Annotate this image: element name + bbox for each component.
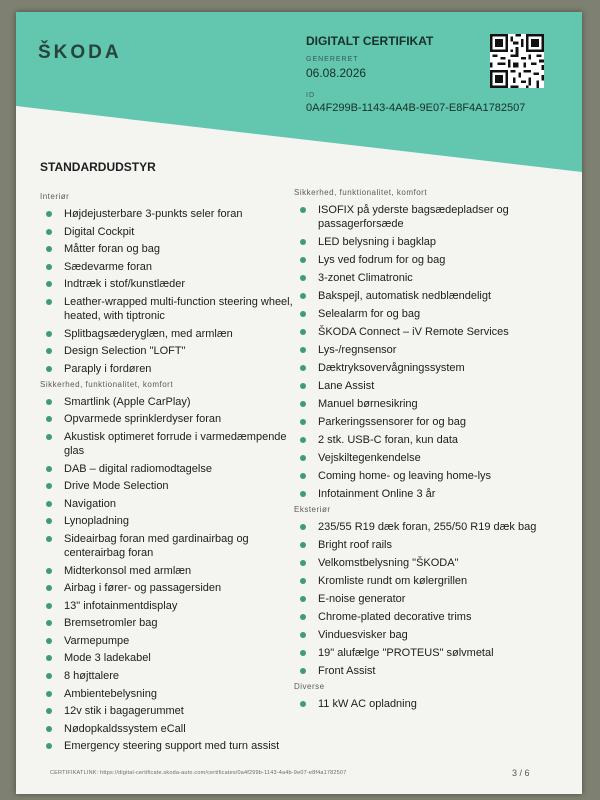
- list-item: Velkomstbelysning "ŠKODA": [294, 556, 554, 570]
- list-item: 11 kW AC opladning: [294, 697, 554, 711]
- list-item: Lynopladning: [40, 514, 300, 528]
- list-item: Coming home- og leaving home-lys: [294, 469, 554, 483]
- equipment-list-misc: [294, 697, 554, 711]
- list-item: Sideairbag foran med gardinairbag og centerairbag foran: [40, 532, 300, 560]
- page-number: 3 / 6: [512, 768, 530, 778]
- list-item: Mode 3 ladekabel: [40, 651, 300, 665]
- generated-label: GENERERET: [306, 56, 359, 63]
- list-item: Leather-wrapped multi-function steering wheel, heated, with tiptronic: [40, 295, 300, 323]
- right-column: [294, 184, 554, 715]
- list-item: 13" infotainmentdisplay: [40, 599, 300, 613]
- list-item: Vinduesvisker bag: [294, 628, 554, 642]
- list-item: Airbag i fører- og passagersiden: [40, 581, 300, 595]
- list-item: Emergency steering support med turn assist: [40, 739, 300, 753]
- list-item: Indtræk i stof/kunstlæder: [40, 277, 300, 291]
- list-item: 12v stik i bagagerummet: [40, 704, 300, 718]
- list-item: Ambientebelysning: [40, 687, 300, 701]
- id-label: ID: [306, 92, 315, 99]
- list-item: Selealarm for og bag: [294, 307, 554, 321]
- list-item: Lys-/regnsensor: [294, 343, 554, 357]
- left-column: [40, 188, 300, 757]
- equipment-list-interior: [40, 207, 300, 376]
- list-item: Bright roof rails: [294, 538, 554, 552]
- list-item: Kromliste rundt om kølergrillen: [294, 574, 554, 588]
- list-item: Akustisk optimeret forrude i varmedæmpende glas: [40, 430, 300, 458]
- list-item: Infotainment Online 3 år: [294, 487, 554, 501]
- list-item: Smartlink (Apple CarPlay): [40, 395, 300, 409]
- list-item: Navigation: [40, 497, 300, 511]
- list-item: DAB – digital radiomodtagelse: [40, 462, 300, 476]
- list-item: Drive Mode Selection: [40, 479, 300, 493]
- list-item: Paraply i fordøren: [40, 362, 300, 376]
- list-item: ISOFIX på yderste bagsædepladser og passagerforsæde: [294, 203, 554, 231]
- equipment-list-safety-continued: [294, 203, 554, 501]
- certificate-id: 0A4F299B-1143-4A4B-9E07-E8F4A1782507: [306, 102, 526, 114]
- list-item: Manuel børnesikring: [294, 397, 554, 411]
- generated-date: 06.08.2026: [306, 66, 367, 80]
- list-item: Sædevarme foran: [40, 260, 300, 274]
- list-item: Midterkonsol med armlæn: [40, 564, 300, 578]
- list-item: Chrome-plated decorative trims: [294, 610, 554, 624]
- list-item: Lys ved fodrum for og bag: [294, 253, 554, 267]
- equipment-list-safety: [40, 395, 300, 754]
- section-title: STANDARDUDSTYR: [40, 160, 156, 174]
- list-item: Højdejusterbare 3-punkts seler foran: [40, 207, 300, 221]
- list-item: LED belysning i bagklap: [294, 235, 554, 249]
- list-item: Måtter foran og bag: [40, 242, 300, 256]
- category-heading: Eksteriør: [294, 505, 331, 514]
- category-heading: Interiør: [40, 192, 70, 201]
- qr-code-icon: [490, 34, 544, 88]
- list-item: 235/55 R19 dæk foran, 255/50 R19 dæk bag: [294, 520, 554, 534]
- list-item: 2 stk. USB-C foran, kun data: [294, 433, 554, 447]
- certificate-title: DIGITALT CERTIFIKAT: [306, 34, 434, 48]
- list-item: Parkeringssensorer for og bag: [294, 415, 554, 429]
- list-item: 3-zonet Climatronic: [294, 271, 554, 285]
- list-item: ŠKODA Connect – iV Remote Services: [294, 325, 554, 339]
- list-item: 19" alufælge "PROTEUS" sølvmetal: [294, 646, 554, 660]
- list-item: Bakspejl, automatisk nedblændeligt: [294, 289, 554, 303]
- equipment-list-exterior: [294, 520, 554, 678]
- certificate-link[interactable]: CERTIFIKATLINK: https://digital-certificate.skoda-auto.com/certificates/0a4f299b-1143-4a4b-9e07-e8f4a1782507: [50, 770, 347, 776]
- list-item: Front Assist: [294, 664, 554, 678]
- certificate-page: [16, 12, 582, 794]
- list-item: Bremsetromler bag: [40, 616, 300, 630]
- list-item: Varmepumpe: [40, 634, 300, 648]
- list-item: Opvarmede sprinklerdyser foran: [40, 412, 300, 426]
- category-heading: Diverse: [294, 682, 325, 691]
- list-item: E-noise generator: [294, 592, 554, 606]
- list-item: Design Selection "LOFT": [40, 344, 300, 358]
- list-item: Dæktryksovervågningssystem: [294, 361, 554, 375]
- skoda-logo: ŠKODA: [38, 42, 122, 63]
- category-heading: Sikkerhed, funktionalitet, komfort: [40, 379, 174, 389]
- category-heading: Sikkerhed, funktionalitet, komfort: [294, 188, 428, 197]
- list-item: Splitbagsæderyglæn, med armlæn: [40, 327, 300, 341]
- list-item: Nødopkaldssystem eCall: [40, 722, 300, 736]
- list-item: Vejskiltegenkendelse: [294, 451, 554, 465]
- list-item: 8 højttalere: [40, 669, 300, 683]
- list-item: Lane Assist: [294, 379, 554, 393]
- list-item: Digital Cockpit: [40, 225, 300, 239]
